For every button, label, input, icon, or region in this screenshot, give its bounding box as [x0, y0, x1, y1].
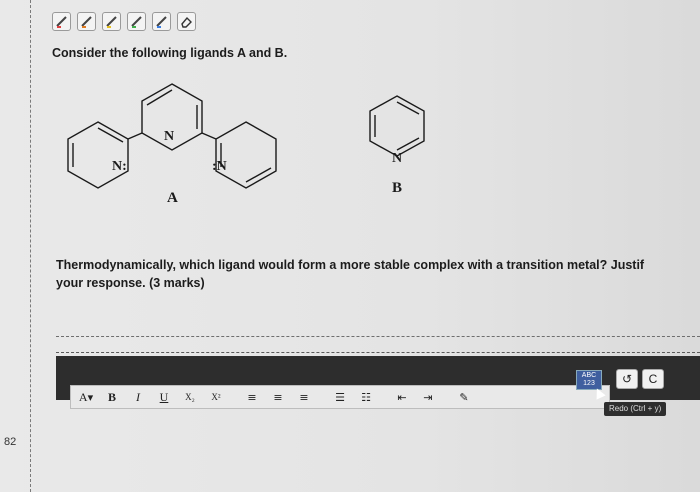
n-label-right: :N [212, 159, 227, 174]
chevron-down-icon: ▾ [87, 390, 94, 404]
underline-button[interactable]: U [159, 389, 169, 404]
eraser-icon[interactable] [177, 12, 196, 31]
align-left-icon[interactable]: ≡ [247, 390, 257, 404]
n-label-b: N [392, 151, 403, 166]
redo-tooltip: Redo (Ctrl + y) [604, 402, 666, 416]
bullet-list-icon[interactable]: ☰ [335, 390, 345, 404]
ligand-structures [52, 72, 452, 212]
answer-separator [56, 336, 700, 337]
question-intro: Consider the following ligands A and B. [52, 46, 288, 60]
bold-button[interactable]: B [107, 389, 116, 404]
edit-icon[interactable]: ✎ [459, 390, 469, 404]
undo-icon: ↺ [621, 372, 633, 386]
redo-button[interactable] [642, 369, 664, 389]
margin-border [30, 0, 31, 492]
green-pen-icon[interactable] [127, 12, 146, 31]
superscript-button[interactable]: X² [211, 392, 221, 402]
undo-button[interactable] [616, 369, 638, 389]
spellcheck-label-top: ABC [581, 372, 597, 379]
yellow-pen-icon[interactable] [102, 12, 121, 31]
line-number: 82 [4, 436, 17, 448]
blue-pen-icon[interactable] [152, 12, 171, 31]
answer-box-top [56, 352, 700, 353]
font-color-label: A [78, 389, 88, 404]
prompt-line-1: Thermodynamically, which ligand would form a more stable complex with a transition metal? Justif [56, 258, 645, 272]
question-prompt [56, 256, 696, 292]
ligand-a-label: A [167, 190, 178, 206]
ligand-b-label: B [392, 180, 403, 196]
spellcheck-label-bottom: 123 [583, 380, 595, 387]
font-color-button[interactable] [75, 388, 97, 406]
subscript-button[interactable]: X₂ [185, 392, 195, 402]
align-right-icon[interactable]: ≡ [299, 390, 309, 404]
italic-button[interactable]: I [136, 389, 140, 404]
red-pen-icon[interactable] [52, 12, 71, 31]
n-label-left: N: [112, 159, 127, 174]
n-label-top: N [164, 129, 175, 144]
orange-pen-icon[interactable] [77, 12, 96, 31]
indent-icon[interactable]: ⇥ [423, 390, 433, 404]
prompt-line-2: your response. (3 marks) [56, 276, 205, 290]
annotation-toolbar [52, 12, 196, 31]
numbered-list-icon[interactable]: ☷ [361, 390, 371, 404]
redo-icon: C [648, 372, 658, 386]
format-bar [70, 385, 610, 409]
outdent-icon[interactable]: ⇤ [397, 390, 407, 404]
align-center-icon[interactable]: ≡ [273, 390, 283, 404]
